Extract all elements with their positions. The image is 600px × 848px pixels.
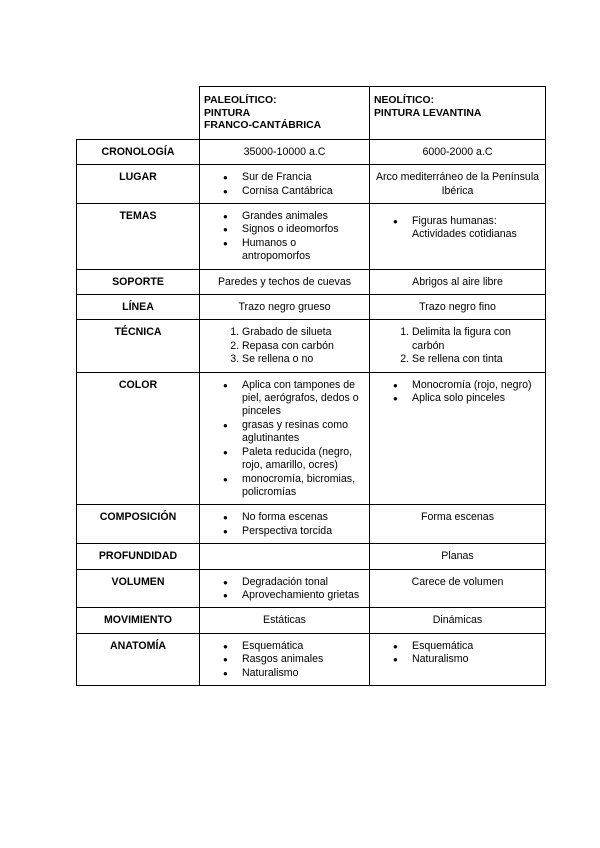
bullet-list: [374, 640, 541, 667]
header-neo-line: PINTURA LEVANTINA: [374, 107, 482, 119]
neo-cell: [370, 204, 546, 270]
row-linea: [77, 295, 546, 320]
neo-cell: Trazo negro fino: [370, 295, 546, 320]
list-item: ● monocromía, bicromias, policromías: [242, 473, 365, 500]
paleo-cell: [200, 372, 370, 505]
paleo-cell: [200, 633, 370, 685]
list-item: ● Paleta reducida (negro, rojo, amarillo, ocres): [242, 446, 365, 473]
row-label: VOLUMEN: [77, 569, 200, 608]
row-profundidad: [77, 544, 546, 569]
bullet-list: [204, 379, 365, 500]
neo-cell: Arco mediterráneo de la Península Ibérica: [370, 165, 546, 204]
paleo-cell: Paredes y techos de cuevas: [200, 269, 370, 294]
neo-cell: [370, 372, 546, 505]
neo-cell: Forma escenas: [370, 505, 546, 544]
list-item: ● Monocromía (rojo, negro): [412, 379, 541, 392]
header-paleo-line: FRANCO-CANTÁBRICA: [204, 120, 322, 132]
row-label: SOPORTE: [77, 269, 200, 294]
list-item: ● Humanos o antropomorfos: [242, 237, 365, 264]
list-item: ● Figuras humanas: Actividades cotidianas: [412, 215, 541, 242]
neo-cell: 6000-2000 a.C: [370, 139, 546, 164]
bullet-list: [204, 576, 365, 603]
list-item: ● Grandes animales: [242, 210, 365, 223]
paleo-cell: Estáticas: [200, 608, 370, 633]
list-item: ● Aprovechamiento grietas: [242, 589, 365, 602]
bullet-list: [204, 511, 365, 538]
paleo-cell: Trazo negro grueso: [200, 295, 370, 320]
header-paleo-line: PINTURA: [204, 107, 251, 119]
paleo-cell: [200, 165, 370, 204]
header-paleo-line: PALEOLÍTICO:: [204, 95, 277, 106]
empty-corner-cell: [77, 87, 200, 140]
list-item: 3. Se rellena o no: [242, 353, 365, 366]
row-label: CRONOLOGÍA: [77, 139, 200, 164]
list-item: ● Naturalismo: [412, 653, 541, 666]
row-label: LÍNEA: [77, 295, 200, 320]
neo-cell: [370, 633, 546, 685]
row-lugar: [77, 165, 546, 204]
bullet-list: [374, 379, 541, 406]
paleo-cell: [200, 204, 370, 270]
list-item: ● Esquemática: [242, 640, 365, 653]
row-movimiento: [77, 608, 546, 633]
header-neo-line: NEOLÍTICO:: [374, 95, 435, 106]
list-item: 2. Repasa con carbón: [242, 340, 365, 353]
row-label: LUGAR: [77, 165, 200, 204]
list-item: ● Naturalismo: [242, 667, 365, 680]
neo-cell: Carece de volumen: [370, 569, 546, 608]
row-color: [77, 372, 546, 505]
paleo-cell: [200, 505, 370, 544]
paleo-cell: [200, 569, 370, 608]
row-label: PROFUNDIDAD: [77, 544, 200, 569]
row-label: COMPOSICIÓN: [77, 505, 200, 544]
row-composicion: [77, 505, 546, 544]
comparison-table: [76, 86, 546, 686]
row-tecnica: [77, 320, 546, 372]
list-item: ● Aplica solo pinceles: [412, 392, 541, 405]
neo-cell: Planas: [370, 544, 546, 569]
neo-cell: [370, 320, 546, 372]
neo-cell: Abrigos al aire libre: [370, 269, 546, 294]
list-item: 1. Grabado de silueta: [242, 326, 365, 339]
row-temas: [77, 204, 546, 270]
bullet-list: [204, 640, 365, 680]
paleo-cell: 35000-10000 a.C: [200, 139, 370, 164]
list-item: 2. Se rellena con tinta: [412, 353, 541, 366]
row-label: ANATOMÍA: [77, 633, 200, 685]
list-item: ● Cornisa Cantábrica: [242, 185, 365, 198]
list-item: ● Degradación tonal: [242, 576, 365, 589]
row-label: TÉCNICA: [77, 320, 200, 372]
bullet-list: [204, 171, 365, 198]
paleo-cell: [200, 544, 370, 569]
list-item: ● Aplica con tampones de piel, aerógrafos, dedos o pinceles: [242, 379, 365, 419]
row-label: MOVIMIENTO: [77, 608, 200, 633]
bullet-list: [204, 210, 365, 264]
header-neolitico: [370, 87, 546, 140]
row-label: COLOR: [77, 372, 200, 505]
header-paleolitico: [200, 87, 370, 140]
list-item: ● Sur de Francia: [242, 171, 365, 184]
numbered-list: [374, 326, 541, 366]
list-item: ● No forma escenas: [242, 511, 365, 524]
header-row: [77, 87, 546, 140]
list-item: ● Rasgos animales: [242, 653, 365, 666]
list-item: ● Signos o ideomorfos: [242, 223, 365, 236]
neo-cell: Dinámicas: [370, 608, 546, 633]
list-item: ● grasas y resinas como aglutinantes: [242, 419, 365, 446]
list-item: ● Perspectiva torcida: [242, 525, 365, 538]
paleo-cell: [200, 320, 370, 372]
row-volumen: [77, 569, 546, 608]
row-soporte: [77, 269, 546, 294]
row-cronologia: [77, 139, 546, 164]
numbered-list: [204, 326, 365, 366]
list-item: 1. Delimita la figura con carbón: [412, 326, 541, 353]
row-anatomia: [77, 633, 546, 685]
bullet-list: [374, 215, 541, 242]
list-item: ● Esquemática: [412, 640, 541, 653]
row-label: TEMAS: [77, 204, 200, 270]
